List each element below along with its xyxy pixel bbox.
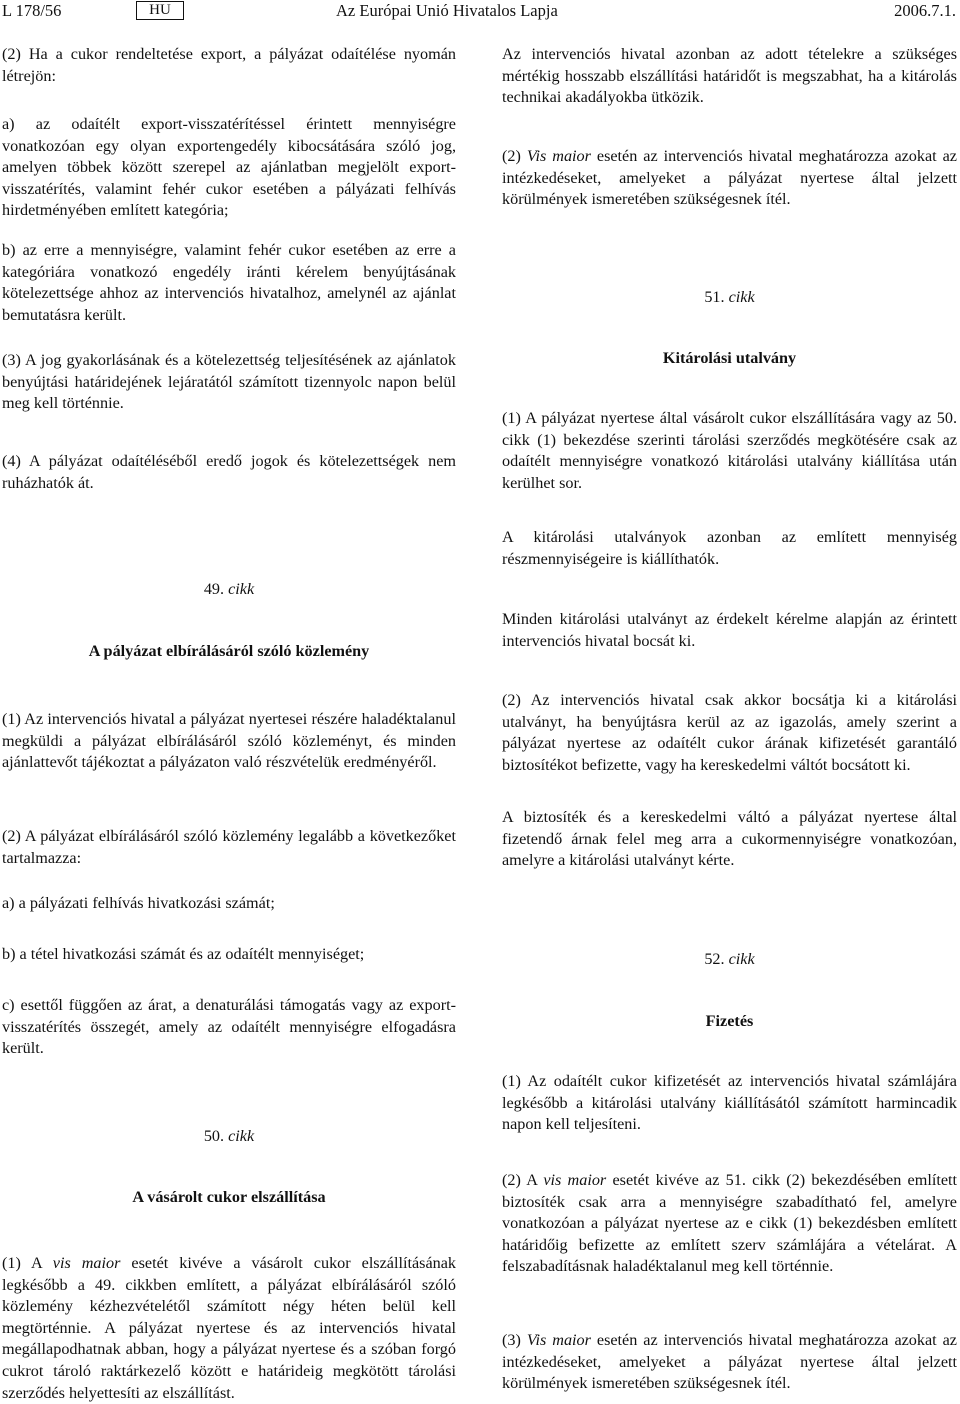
article-49-item-c: c) esettől függően az árat, a denaturálási támogatás vagy az export-visszatérítés összegét, amely az odaítélt mennyiségre elfogadásra került. <box>2 996 456 1058</box>
article-51-paragraph-2b: A biztosíték és a kereskedelmi váltó a pályázat nyertese által fizetendő árnak felel meg arra a cukormennyiségre vonatkozóan, amelyre a kitárolási utalványt kérte. <box>502 808 957 870</box>
article-50-paragraph-1: (1) A vis maior esetét kivéve a vásárolt cukor elszállításának legkésőbb a 49. cikkben említett, a pályázat elbírálásáról szóló közlemény kézhezvételétől számított négy héten belül kell megtörténnie. A pályázat nyertese és az intervenciós hivatal megállapodhatnak abban, hogy a pályázat nyertese és a szóban forgó cukrot tároló raktárkezelő között e határideig megkötött tárolási szerződés helyettesíti az elszállítást. <box>2 1254 457 1402</box>
paragraph-2-item-a: a) az odaítélt export-visszatérítéssel érintett mennyiségre vonatkozóan egy olyan exportengedély kibocsátására szóló jog, amelyen többek között szerepel az ajánlatban megjelölt export-visszatérítés, valamint fehér cukor esetében a pályázati felhívás hirdetményében említett kategória; <box>2 115 456 220</box>
article-51-title: Kitárolási utalvány <box>662 349 797 367</box>
paragraph-2-intro: (2) Ha a cukor rendeltetése export, a pályázat odaítélése nyomán létrejön: <box>2 45 456 85</box>
article-51-paragraph-2: (2) Az intervenciós hivatal csak akkor bocsátja ki a kitárolási utalványt, ha benyújtásra kerül az az igazolás, amely szerint a pályázat nyertese az odaítélt cukor árának kifizetését garantáló biztosítékot befizette, vagy ha kereskedelmi váltót bocsátott ki. <box>502 691 957 774</box>
paragraph-3: (3) A jog gyakorlásának és a kötelezettség teljesítésének az ajánlatok benyújtási határidejének lejáratától számított tizennyolc napon belül meg kell történnie. <box>2 351 456 413</box>
article-51-paragraph-1b: A kitárolási utalványok azonban az említett mennyiség részmennyiségeire is kiállíthatók. <box>502 528 957 568</box>
article-49-number: 49. cikk <box>203 580 255 598</box>
paragraph-vis-maior-2: (2) Vis maior esetén az intervenciós hivatal meghatározza azokat az intézkedéseket, amelyeket a pályázat nyertese által jelzett körülmények ismeretében szükségesnek ítél. <box>502 147 957 209</box>
article-52-paragraph-1: (1) Az odaítélt cukor kifizetését az intervenciós hivatal számlájára legkésőbb a kitárolási utalvány kiállításától számított harmincadik napon kell teljesíteni. <box>502 1072 957 1134</box>
article-51-number: 51. cikk <box>704 288 755 306</box>
article-49-paragraph-1: (1) Az intervenciós hivatal a pályázat nyertesei részére haladéktalanul megküldi a pályázat elbírálásáról szóló közleményt, és minden ajánlattevőt tájékoztat a pályázaton való részvételük eredményéről. <box>2 710 456 772</box>
article-50-title: A vásárolt cukor elszállítása <box>132 1188 326 1206</box>
paragraph-2-item-b: b) az erre a mennyiségre, valamint fehér cukor esetében az erre a kategóriára vonatkozó engedély iránti kérelem benyújtásának kötelezettsége ahhoz az intervenciós hivatalhoz, amelynél az ajánlat bemutatásra került. <box>2 241 456 324</box>
page-reference: L 178/56 <box>2 1 62 20</box>
article-52-title: Fizetés <box>705 1012 754 1030</box>
article-52-paragraph-2: (2) A vis maior esetét kivéve az 51. cikk (2) bekezdésében említett biztosíték csak arra a mennyiségre szabadítható fel, amelyre vonatkozóan a pályázat nyertese az e cikk (1) bekezdésben említett határidőig befizette az említett szerv számlájára a vételárat. A felszabadításnak haladéktalanul meg kell történnie. <box>502 1171 958 1276</box>
journal-title: Az Európai Unió Hivatalos Lapja <box>336 1 558 20</box>
article-49-item-b: b) a tétel hivatkozási számát és az odaítélt mennyiséget; <box>2 945 365 963</box>
publication-date: 2006.7.1. <box>894 1 956 20</box>
article-51-paragraph-1: (1) A pályázat nyertese által vásárolt cukor elszállítására vagy az 50. cikk (1) bekezdése szerinti tárolási szerződés megkötésére csak az odaítélt mennyiségre vonatkozó kitárolási utalvány kiállítása után kerülhet sor. <box>502 409 957 492</box>
paragraph-4: (4) A pályázat odaítéléséből eredő jogok és kötelezettségek nem ruházhatók át. <box>2 452 456 492</box>
page-header <box>2 0 956 22</box>
article-49-title: A pályázat elbírálásáról szóló közlemény <box>88 642 370 660</box>
article-52-number: 52. cikk <box>704 950 755 968</box>
language-badge: HU <box>136 1 184 20</box>
paragraph-continuation: Az intervenciós hivatal azonban az adott tételekre a szükséges mértékig hosszabb elszállítási határidőt is megszabhat, ha a kitárolás technikai akadályokba ütközik. <box>502 45 957 107</box>
article-51-paragraph-1c: Minden kitárolási utalványt az érdekelt kérelme alapján az érintett intervenciós hivatal bocsát ki. <box>502 610 957 650</box>
article-50-number: 50. cikk <box>203 1127 255 1145</box>
article-52-paragraph-3: (3) Vis maior esetén az intervenciós hivatal meghatározza azokat az intézkedéseket, amelyeket a pályázat nyertese által jelzett körülmények ismeretében szükségesnek ítél. <box>502 1331 957 1393</box>
article-49-item-a: a) a pályázati felhívás hivatkozási számát; <box>2 894 275 912</box>
article-49-paragraph-2: (2) A pályázat elbírálásáról szóló közlemény legalább a következőket tartalmazza: <box>2 827 456 867</box>
